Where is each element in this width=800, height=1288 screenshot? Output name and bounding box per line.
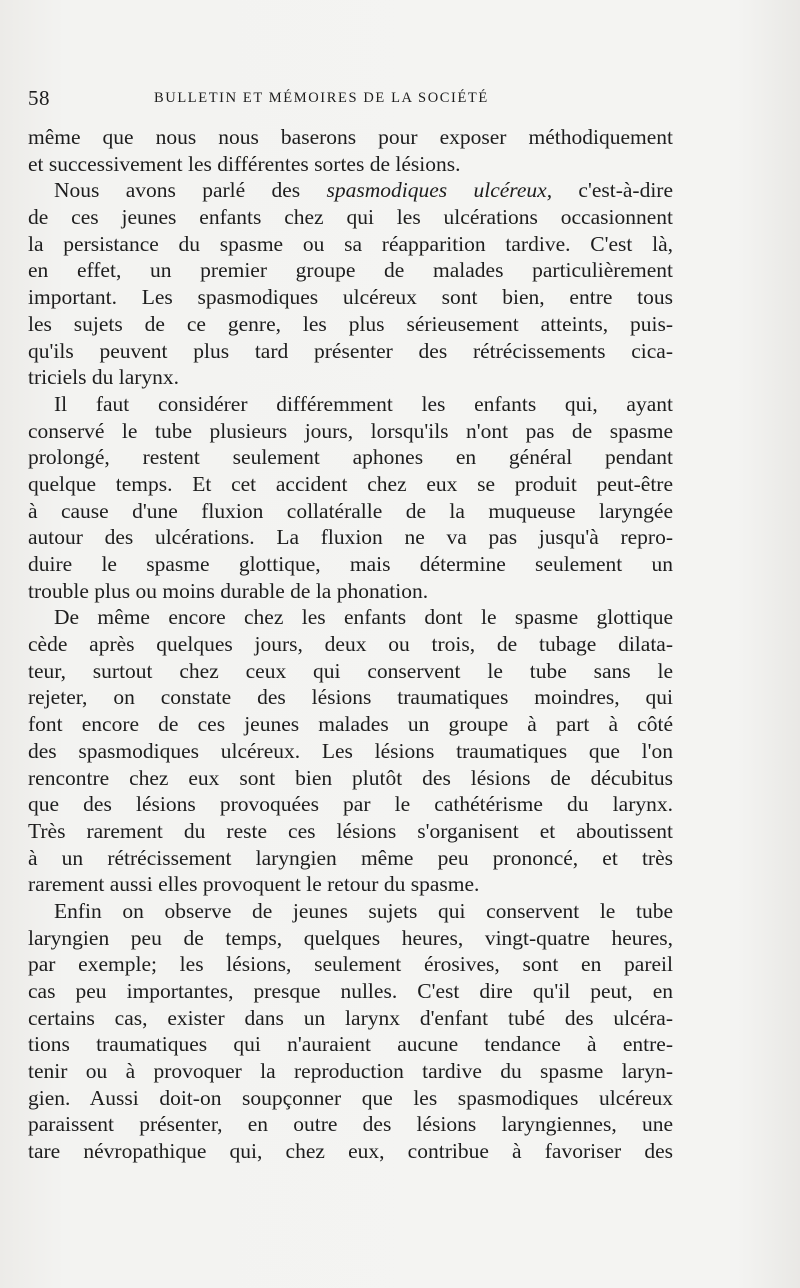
text-line: duire le spasme glottique, mais détermine seulement un	[28, 552, 673, 576]
text-line: important. Les spasmodiques ulcéreux sont bien, entre tous	[28, 285, 673, 310]
text-line: cas peu importantes, presque nulles. C'est dire qu'il peut, en	[28, 979, 673, 1003]
text-line: rejeter, on constate des lésions traumatiques moindres, qui	[28, 685, 673, 710]
text-line: tare névropathique qui, chez eux, contribue à favoriser des	[28, 1139, 673, 1164]
text-line: autour des ulcérations. La fluxion ne va pas jusqu'à repro-	[28, 525, 673, 550]
italic-term: spasmodiques ulcéreux,	[326, 178, 553, 203]
text-line: en effet, un premier groupe de malades particulièrement	[28, 258, 673, 283]
text-line: font encore de ces jeunes malades un groupe à part à côté	[28, 712, 673, 737]
running-title: BULLETIN ET MÉMOIRES DE LA SOCIÉTÉ	[154, 90, 489, 106]
text-line: la persistance du spasme ou sa réapparition tardive. C'est là,	[28, 231, 673, 256]
text-line: conservé le tube plusieurs jours, lorsqu'ils n'ont pas de spasme	[28, 418, 673, 443]
text-line: de ces jeunes enfants chez qui les ulcérations occasionnent	[28, 205, 673, 230]
text-line: triciels du larynx.	[28, 365, 180, 390]
text-line: teur, surtout chez ceux qui conservent le tube sans le	[28, 658, 673, 683]
text-line: par exemple; les lésions, seulement érosives, sont en pareil	[28, 952, 673, 977]
text-line: laryngien peu de temps, quelques heures, vingt-quatre heures,	[28, 925, 673, 950]
body-text	[28, 124, 673, 1165]
text-line: Nous avons parlé des spasmodiques ulcéreux, c'est-à-dire	[54, 178, 673, 203]
text-line: même que nous nous baserons pour exposer méthodiquement	[28, 125, 673, 149]
text-line: tions traumatiques qui n'auraient aucune tendance à entre-	[28, 1032, 673, 1057]
text-line: et successivement les différentes sortes de lésions.	[28, 151, 461, 176]
text-line: De même encore chez les enfants dont le spasme glottique	[54, 605, 673, 630]
text-line: à cause d'une fluxion collatéralle de la muqueuse laryngée	[28, 498, 673, 523]
text-line: gien. Aussi doit-on soupçonner que les spasmodiques ulcéreux	[28, 1085, 673, 1110]
text-line: qu'ils peuvent plus tard présenter des rétrécissements cica-	[28, 338, 673, 363]
text-line: que des lésions provoquées par le cathétérisme du larynx.	[28, 792, 673, 817]
page-number: 58	[28, 86, 50, 110]
text-line: Enfin on observe de jeunes sujets qui conservent le tube	[54, 898, 673, 923]
text-line: Très rarement du reste ces lésions s'organisent et aboutissent	[28, 818, 673, 843]
text-line: tenir ou à provoquer la reproduction tardive du spasme laryn-	[28, 1059, 673, 1084]
text-line: trouble plus ou moins durable de la phonation.	[28, 578, 429, 603]
text-line: Il faut considérer différemment les enfants qui, ayant	[54, 391, 673, 416]
text-line: à un rétrécissement laryngien même peu prononcé, et très	[28, 845, 673, 870]
text-line: rarement aussi elles provoquent le retour du spasme.	[28, 872, 480, 897]
text-line: rencontre chez eux sont bien plutôt des lésions de décubitus	[28, 765, 673, 790]
text-line: paraissent présenter, en outre des lésions laryngiennes, une	[28, 1112, 673, 1137]
text-line: quelque temps. Et cet accident chez eux se produit peut-être	[28, 471, 673, 496]
running-head	[28, 86, 673, 110]
text-line: certains cas, exister dans un larynx d'enfant tubé des ulcéra-	[28, 1005, 673, 1030]
text-line: les sujets de ce genre, les plus sérieusement atteints, puis-	[28, 311, 673, 336]
text-line: cède après quelques jours, deux ou trois, de tubage dilata-	[28, 632, 673, 657]
text-line: des spasmodiques ulcéreux. Les lésions traumatiques que l'on	[28, 738, 673, 763]
text-line: prolongé, restent seulement aphones en général pendant	[28, 445, 673, 470]
